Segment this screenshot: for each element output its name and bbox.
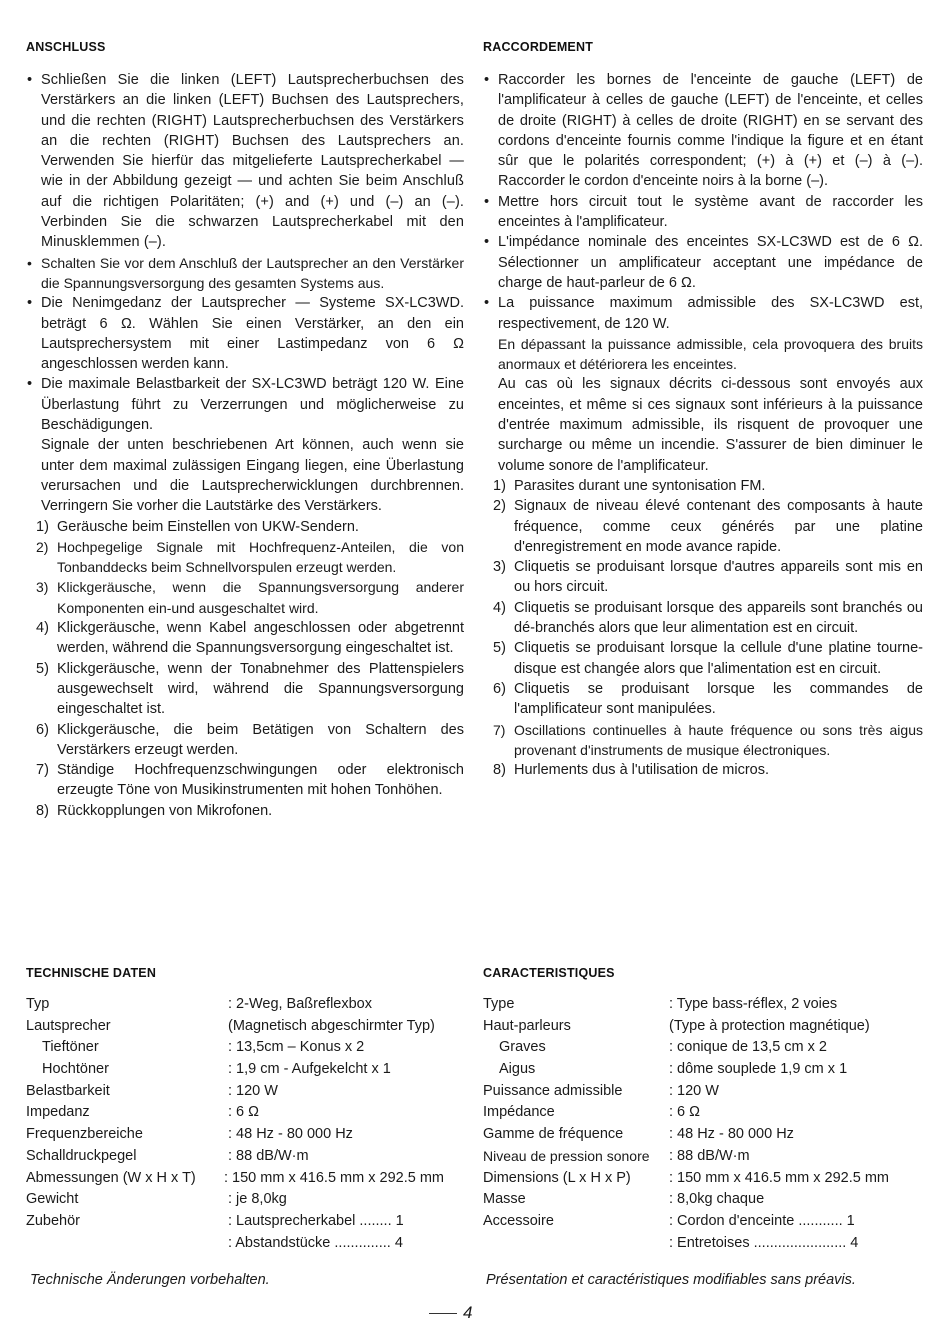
bullet-item: • Schließen Sie die linken (LEFT) Lautsprecherbuchsen des Verstärkers an die linken (LEFT) Buchsen des Lautsprechers, und die rechten (RIGHT) Lautsprecherbuchsen des Verstärkers an die rechten (RIGHT) Buchsen des Lautsprechers an. Verwenden Sie hierfür das mitgelieferte Lautsprecherkabel — wie in der Abbildung gezeigt — und achten Sie beim Anschluß auf die richtigen Polaritäten; (+) and (+) und (–) an (–). Verbinden Sie die schwarzen Lautsprecherkabel mit den Minusklemmen (–). bbox=[26, 70, 464, 253]
spec-row: Type : Type bass-réflex, 2 voies bbox=[483, 996, 838, 1012]
specs-table-fr bbox=[483, 966, 928, 1254]
section-heading-raccordement: RACCORDEMENT bbox=[483, 40, 594, 54]
list-item: 2) Hochpegelige Signale mit Hochfrequenz-Anteilen, die von Tonbanddecks beim Schnellvorspulen erzeugt werden. bbox=[36, 538, 464, 576]
spec-row: Belastbarkeit : 120 W bbox=[26, 1082, 278, 1099]
list-item: 1) Geräusche beim Einstellen von UKW-Sendern. bbox=[36, 518, 359, 535]
spec-row: Graves : conique de 13,5 cm x 2 bbox=[499, 1039, 827, 1056]
list-item: 3) Cliquetis se produisant lorsque d'autres appareils sont mis en ou hors circuit. bbox=[493, 559, 923, 596]
spec-row: Haut-parleurs (Type à protection magnétique) bbox=[483, 1017, 870, 1034]
list-item: 1) Parasites durant une syntonisation FM. bbox=[493, 477, 766, 494]
spec-row: Hochtöner : 1,9 cm - Aufgekelcht x 1 bbox=[42, 1061, 391, 1078]
spec-row: Gamme de fréquence : 48 Hz - 80 000 Hz bbox=[483, 1126, 794, 1143]
spec-row: Zubehör : Lautsprecherkabel ........ 1 bbox=[26, 1212, 404, 1229]
spec-row: Accessoire : Cordon d'enceinte ........... 1 bbox=[483, 1212, 855, 1229]
german-column bbox=[26, 40, 464, 821]
spec-row: Impedanz : 6 Ω bbox=[26, 1104, 259, 1121]
bullet-item: • La puissance maximum admissible des SX-LC3WD est, respectivement, de 120 W. bbox=[483, 293, 923, 334]
bullet-item: • Schalten Sie vor dem Anschluß der Lautsprecher an den Verstärker die Spannungsversorgung des gesamten Systems aus. bbox=[26, 253, 464, 294]
spec-row: Masse : 8,0kg chaque bbox=[483, 1191, 765, 1208]
list-item: 2) Signaux de niveau élevé contenant des composants à haute fréquence, comme ceux générés par une platine d'enregistrement en mode avance rapide. bbox=[493, 498, 923, 555]
page-number-value: 4 bbox=[463, 1303, 473, 1322]
spec-row: Aigus : dôme souplede 1,9 cm x 1 bbox=[499, 1061, 848, 1078]
spec-row: Lautsprecher (Magnetisch abgeschirmter Typ) bbox=[26, 1017, 435, 1034]
french-column bbox=[483, 40, 923, 780]
list-item: 7) Ständige Hochfrequenzschwingungen oder elektronisch erzeugte Töne von Musikinstrumenten mit hohen Tonhöhen. bbox=[36, 762, 464, 799]
list-item: 4) Cliquetis se produisant lorsque des appareils sont branchés ou dé-branchés alors que leur alimentation est en circuit. bbox=[493, 599, 923, 637]
signal-list-de bbox=[26, 517, 464, 821]
page-number-dash bbox=[429, 1313, 457, 1314]
signal-list-fr bbox=[483, 476, 923, 780]
bullet-item: • Die Nenimgedanz der Lautsprecher — Systeme SX-LC3WD. beträgt 6 Ω. Wählen Sie einen Verstärker, an den ein Lautsprechersystem mit einer Lastimpedanz von 6 Ω angeschlossen werden kann. bbox=[26, 293, 464, 374]
spec-row: : Entretoises ....................... 4 bbox=[669, 1234, 859, 1251]
spec-row: Abmessungen (W x H x T) : 150 mm x 416.5 mm x 292.5 mm bbox=[26, 1169, 444, 1186]
page-number bbox=[429, 1303, 472, 1323]
list-item: 5) Klickgeräusche, wenn der Tonabnehmer des Plattenspielers ausgewechselt wird, während die Spannungsversorgung eingeschaltet ist. bbox=[36, 660, 464, 718]
signal-warning-de: Signale der unten beschriebenen Art können, auch wenn sie unter dem maximal zulässigen Eingang liegen, eine Überlastung verursachen und die Lautsprecherwicklungen durchbrennen. Verringern Sie vorher die Lautstärke des Verstärkers. bbox=[41, 437, 464, 515]
footnote-de: Technische Änderungen vorbehalten. bbox=[30, 1272, 270, 1288]
list-item: 8) Hurlements dus à l'utilisation de micros. bbox=[493, 762, 770, 779]
list-item: 5) Cliquetis se produisant lorsque la cellule d'une platine tourne-disque est changée alors que l'alimentation est en circuit. bbox=[493, 640, 923, 677]
specs-table-de bbox=[26, 966, 470, 1254]
list-item: 7) Oscillations continuelles à haute fréquence ou sons très aigus provenant d'instruments de musique électroniques. bbox=[493, 721, 923, 758]
spec-row: Typ : 2-Weg, Baßreflexbox bbox=[26, 996, 372, 1012]
list-item: 6) Cliquetis se produisant lorsque les commandes de l'amplificateur sont manipulées. bbox=[493, 680, 923, 718]
spec-row: Niveau de pression sonore : 88 dB/W·m bbox=[483, 1147, 750, 1164]
footnote-fr: Présentation et caractéristiques modifiables sans préavis. bbox=[486, 1272, 856, 1288]
bullet-item: • L'impédance nominale des enceintes SX-LC3WD est de 6 Ω. Sélectionner un amplificateur acceptant une impédance de charge de haut-parleur de 6 Ω. bbox=[483, 232, 923, 293]
specs-heading-de: TECHNISCHE DATEN bbox=[26, 966, 157, 980]
list-item: 6) Klickgeräusche, die beim Betätigen von Schaltern des Verstärkers erzeugt werden. bbox=[36, 721, 464, 758]
spec-row: Tieftöner : 13,5cm – Konus x 2 bbox=[42, 1039, 365, 1056]
bullet-item: • Die maximale Belastbarkeit der SX-LC3WD beträgt 120 W. Eine Überlastung führt zu Verzerrungen und möglicherweise zu Beschädigungen. bbox=[26, 374, 464, 435]
spec-row: Puissance admissible : 120 W bbox=[483, 1082, 719, 1099]
spec-row: Impédance : 6 Ω bbox=[483, 1104, 700, 1121]
connection-bullets-fr bbox=[483, 70, 923, 334]
list-item: 3) Klickgeräusche, wenn die Spannungsversorgung anderer Komponenten ein-und ausgeschaltet wird. bbox=[36, 579, 464, 616]
spec-row: Schalldruckpegel : 88 dB/W·m bbox=[26, 1147, 309, 1164]
specs-heading-fr: CARACTERISTIQUES bbox=[483, 966, 615, 980]
spec-row: Frequenzbereiche : 48 Hz - 80 000 Hz bbox=[26, 1126, 353, 1143]
bullet-item: • Raccorder les bornes de l'enceinte de gauche (LEFT) de l'amplificateur à celles de gauche (LEFT) de l'enceinte, et celles de droite (RIGHT) à celles de droite (RIGHT) en se servant des cordons d'enceinte fournis comme l'indique la figure et en étant sûr que le polarités correspondent; (+) à (+) et (–) à (–). Raccorder le cordon d'enceinte noirs à la borne (–). bbox=[483, 70, 923, 192]
overload-note-fr: En dépassant la puissance admissible, cela provoquera des bruits anormaux et détériorera les enceintes. bbox=[498, 335, 923, 373]
section-heading-anschluss: ANSCHLUSS bbox=[26, 40, 106, 54]
spec-row: Dimensions (L x H x P) : 150 mm x 416.5 mm x 292.5 mm bbox=[483, 1169, 889, 1186]
spec-row: Gewicht : je 8,0kg bbox=[26, 1191, 287, 1208]
connection-bullets-de bbox=[26, 70, 464, 435]
signal-warning-fr: Au cas où les signaux décrits ci-dessous sont envoyés aux enceintes, et même si ces signaux sont inférieurs à la puissance d'entrée maximum admissible, ils risquent de provoquer une surcharge ou même un incendie. S'assurer de bien diminuer le volume sonore de l'amplificateur. bbox=[498, 376, 923, 474]
list-item: 4) Klickgeräusche, wenn Kabel angeschlossen oder abgetrennt werden, während die Spannungsversorgung eingeschaltet ist. bbox=[36, 620, 464, 657]
bullet-item: • Mettre hors circuit tout le système avant de raccorder les enceintes à l'amplificateur. bbox=[483, 192, 923, 233]
spec-row: : Abstandstücke .............. 4 bbox=[228, 1234, 403, 1251]
list-item: 8) Rückkopplungen von Mikrofonen. bbox=[36, 802, 273, 819]
